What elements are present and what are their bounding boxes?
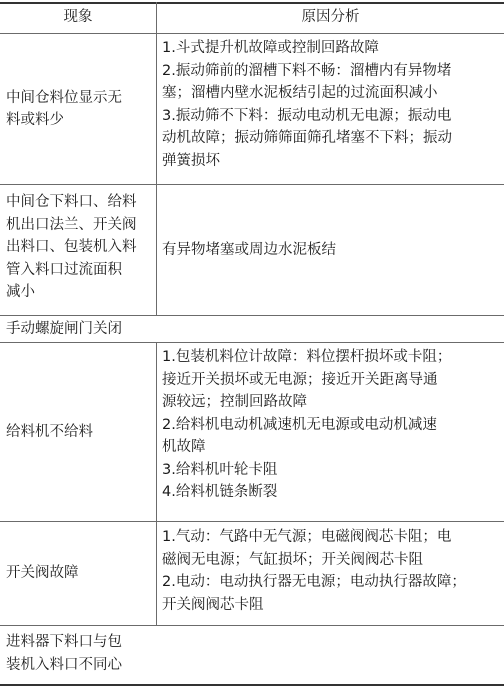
row-6-phenomenon	[6, 631, 154, 676]
row-2-phenomenon-line: 减小	[6, 284, 35, 300]
row-5-cause-line: 磁阀无电源；气缸损坏；开关阀阀芯卡阻	[162, 551, 423, 568]
column-rule-1	[156, 2, 157, 315]
row-2-phenomenon-line: 出料口、包装机入料	[6, 239, 137, 255]
row-4-cause-line: 源较远；控制回路故障	[162, 394, 307, 410]
column-rule-2	[156, 342, 157, 625]
row-4-cause-line: 接近开关损坏或无电源；接近开关距离导通	[162, 371, 438, 388]
row-1-cause-line: 3.振动筛不下料：振动电动机无电源；振动电	[162, 107, 452, 124]
row-6-phenomenon-line: 进料器下料口与包	[6, 634, 122, 650]
row-4-cause-line: 2.给料机电动机减速机无电源或电动机减速	[162, 416, 437, 433]
row-5-phenomenon	[6, 522, 154, 625]
row-4-cause-line: 3.给料机叶轮卡阻	[162, 461, 278, 478]
row-5-phenomenon-line: 开关阀故障	[6, 565, 79, 582]
row-5-cause-line: 1.气动：气路中无气源；电磁阀阀芯卡阻；电	[162, 529, 452, 545]
row-4-cause-line: 1.包装机料位计故障：料位摆杆损坏或卡阻；	[162, 349, 452, 365]
row-1-cause-line: 动机故障；振动筛筛面筛孔堵塞不下料；振动	[162, 130, 452, 146]
row-3-phenomenon-line: 手动螺旋闸门关闭	[6, 321, 122, 337]
row-1-phenomenon-line: 料或料少	[6, 112, 64, 128]
row-4-phenomenon-line: 给料机不给料	[6, 423, 93, 440]
row-2-phenomenon-line: 机出口法兰、开关阀	[6, 216, 137, 233]
row-3-phenomenon	[6, 318, 154, 341]
row-4-cause	[162, 346, 500, 504]
row-1-cause-line: 1.斗式提升机故障或控制回路故障	[162, 40, 379, 56]
row-2-phenomenon	[6, 191, 154, 304]
row-2-phenomenon-line: 中间仓下料口、给料	[6, 194, 137, 210]
row-1-phenomenon-line: 中间仓料位显示无	[6, 89, 122, 106]
top-rule	[0, 2, 504, 4]
row-4-cause-line: 4.给料机链条断裂	[162, 484, 278, 500]
row-rule-2	[0, 315, 504, 316]
row-2-cause	[162, 185, 500, 315]
header-phenomenon: 现象	[63, 9, 93, 25]
row-4-phenomenon	[6, 343, 154, 521]
row-2-phenomenon-line: 管入料口过流面积	[6, 261, 122, 278]
row-4-cause-line: 机故障	[162, 439, 206, 455]
row-5-cause-line: 2.电动：电动执行器无电源；电动执行器故障；	[162, 574, 466, 590]
row-1-cause-line: 弹簧损坏	[162, 152, 220, 169]
row-1-phenomenon	[6, 34, 154, 184]
row-rule-5	[0, 625, 504, 626]
row-1-cause-line: 2.振动筛前的溜槽下料不畅：溜槽内有异物堵	[162, 62, 452, 79]
row-6-phenomenon-line: 装机入料口不同心	[6, 656, 122, 673]
row-5-cause-line: 开关阀阀芯卡阻	[162, 596, 264, 613]
row-1-cause	[162, 37, 500, 172]
row-1-cause-line: 塞；溜槽内壁水泥板结引起的过流面积减小	[162, 85, 438, 101]
row-5-cause	[162, 526, 500, 616]
bottom-rule	[0, 684, 504, 686]
row-2-cause-line: 有异物堵塞或周边水泥板结	[162, 241, 336, 258]
header-cause: 原因分析	[301, 9, 360, 25]
